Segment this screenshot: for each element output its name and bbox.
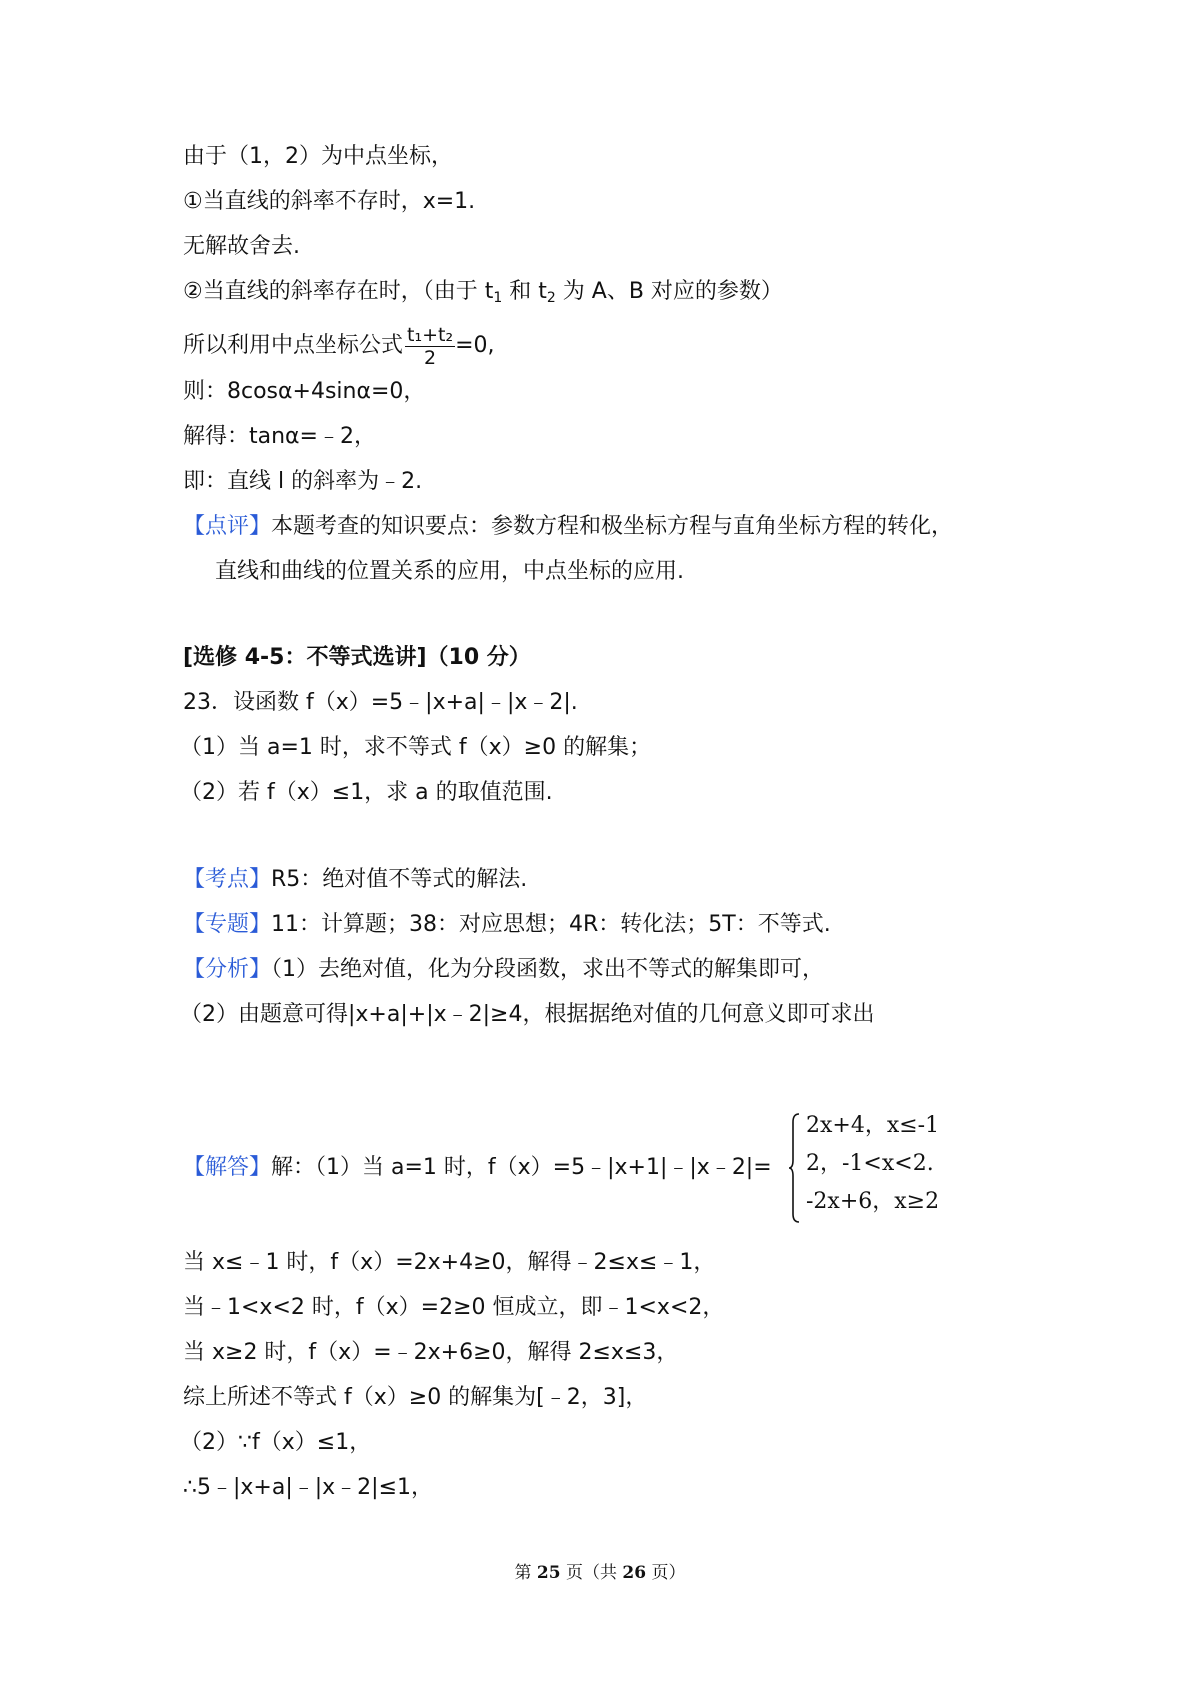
piece-case-3: -2x+6，x≥2	[806, 1189, 940, 1214]
kaodian-tag: 【考点】	[183, 867, 272, 892]
text-line: ①当直线的斜率不存时，x=1.	[183, 189, 476, 214]
kaodian-line	[183, 865, 527, 895]
solution-line: 综上所述不等式 f（x）≥0 的解集为[﹣2，3]，	[183, 1385, 648, 1410]
fenxi-text: （1）去绝对值，化为分段函数，求出不等式的解集即可，	[271, 957, 825, 982]
solution-line: （2）∵f（x）≤1，	[180, 1430, 372, 1455]
text-line: 由于（1，2）为中点坐标，	[183, 144, 453, 169]
fenxi-line	[183, 955, 824, 985]
fraction	[405, 324, 455, 369]
comment-tag: 【点评】	[183, 514, 272, 539]
comment-line	[183, 512, 953, 542]
text-line: 则：8cosα+4sinα=0，	[183, 379, 426, 404]
text-fragment: 所以利用中点坐标公式	[183, 333, 404, 358]
jieda-tag: 【解答】	[183, 1155, 272, 1180]
footer-text: 页）	[646, 1563, 686, 1583]
problem-question-1: （1）当 a=1 时，求不等式 f（x）≥0 的解集；	[180, 735, 652, 760]
solution-line: 当 x≥2 时，f（x）=﹣2x+6≥0，解得 2≤x≤3，	[183, 1340, 679, 1365]
text-line	[183, 322, 495, 370]
text-line: 无解故舍去.	[183, 234, 300, 259]
comment-line: 直线和曲线的位置关系的应用，中点坐标的应用.	[215, 559, 684, 584]
jieda-line	[183, 1153, 772, 1183]
solution-line: 当﹣1<x<2 时，f（x）=2≥0 恒成立，即﹣1<x<2，	[183, 1295, 725, 1320]
brace-icon	[788, 1112, 800, 1224]
fraction-numerator: t₁+t₂	[407, 323, 454, 346]
problem-question-2: （2）若 f（x）≤1，求 a 的取值范围.	[180, 780, 553, 805]
text-fragment: 为 A、B 对应的参数）	[555, 279, 783, 304]
fenxi-line-2: （2）由题意可得|x+a|+|x﹣2|≥4，根据据绝对值的几何意义即可求出	[180, 1002, 875, 1027]
comment-text: 本题考查的知识要点：参数方程和极坐标方程与直角坐标方程的转化，	[271, 514, 954, 539]
page-number: 25	[536, 1563, 561, 1583]
subscript: 1	[493, 290, 503, 306]
jieda-text: 解：（1）当 a=1 时，f（x）=5﹣|x+1|﹣|x﹣2|=	[271, 1155, 772, 1180]
zhuanti-line	[183, 910, 831, 940]
section-title: [选修 4-5：不等式选讲]（10 分）	[183, 645, 531, 670]
problem-stem: 23．设函数 f（x）=5﹣|x+a|﹣|x﹣2|.	[183, 690, 578, 715]
footer-text: 第	[514, 1563, 537, 1583]
text-fragment: ②当直线的斜率存在时，（由于 t	[183, 279, 494, 304]
page-total: 26	[622, 1563, 647, 1583]
zhuanti-tag: 【专题】	[183, 912, 272, 937]
zhuanti-text: 11：计算题；38：对应思想；4R：转化法；5T：不等式.	[271, 912, 831, 937]
piece-case-1: 2x+4，x≤-1	[806, 1113, 940, 1138]
text-fragment: =0,	[455, 333, 495, 358]
text-fragment: 和 t	[502, 279, 547, 304]
kaodian-text: R5：绝对值不等式的解法.	[271, 867, 528, 892]
text-line: 即：直线 l 的斜率为﹣2.	[183, 469, 423, 494]
fraction-denominator: 2	[424, 346, 437, 369]
page-footer	[0, 1558, 1200, 1583]
piece-case-2: 2，-1<x<2.	[806, 1151, 934, 1176]
footer-text: 页（共	[560, 1563, 623, 1583]
subscript: 2	[546, 290, 556, 306]
fenxi-tag: 【分析】	[183, 957, 272, 982]
text-line: 解得：tanα=﹣2，	[183, 424, 376, 449]
solution-line: 当 x≤﹣1 时，f（x）=2x+4≥0，解得﹣2≤x≤﹣1，	[183, 1250, 716, 1275]
solution-line: ∴5﹣|x+a|﹣|x﹣2|≤1，	[183, 1475, 434, 1500]
text-line	[183, 277, 783, 313]
